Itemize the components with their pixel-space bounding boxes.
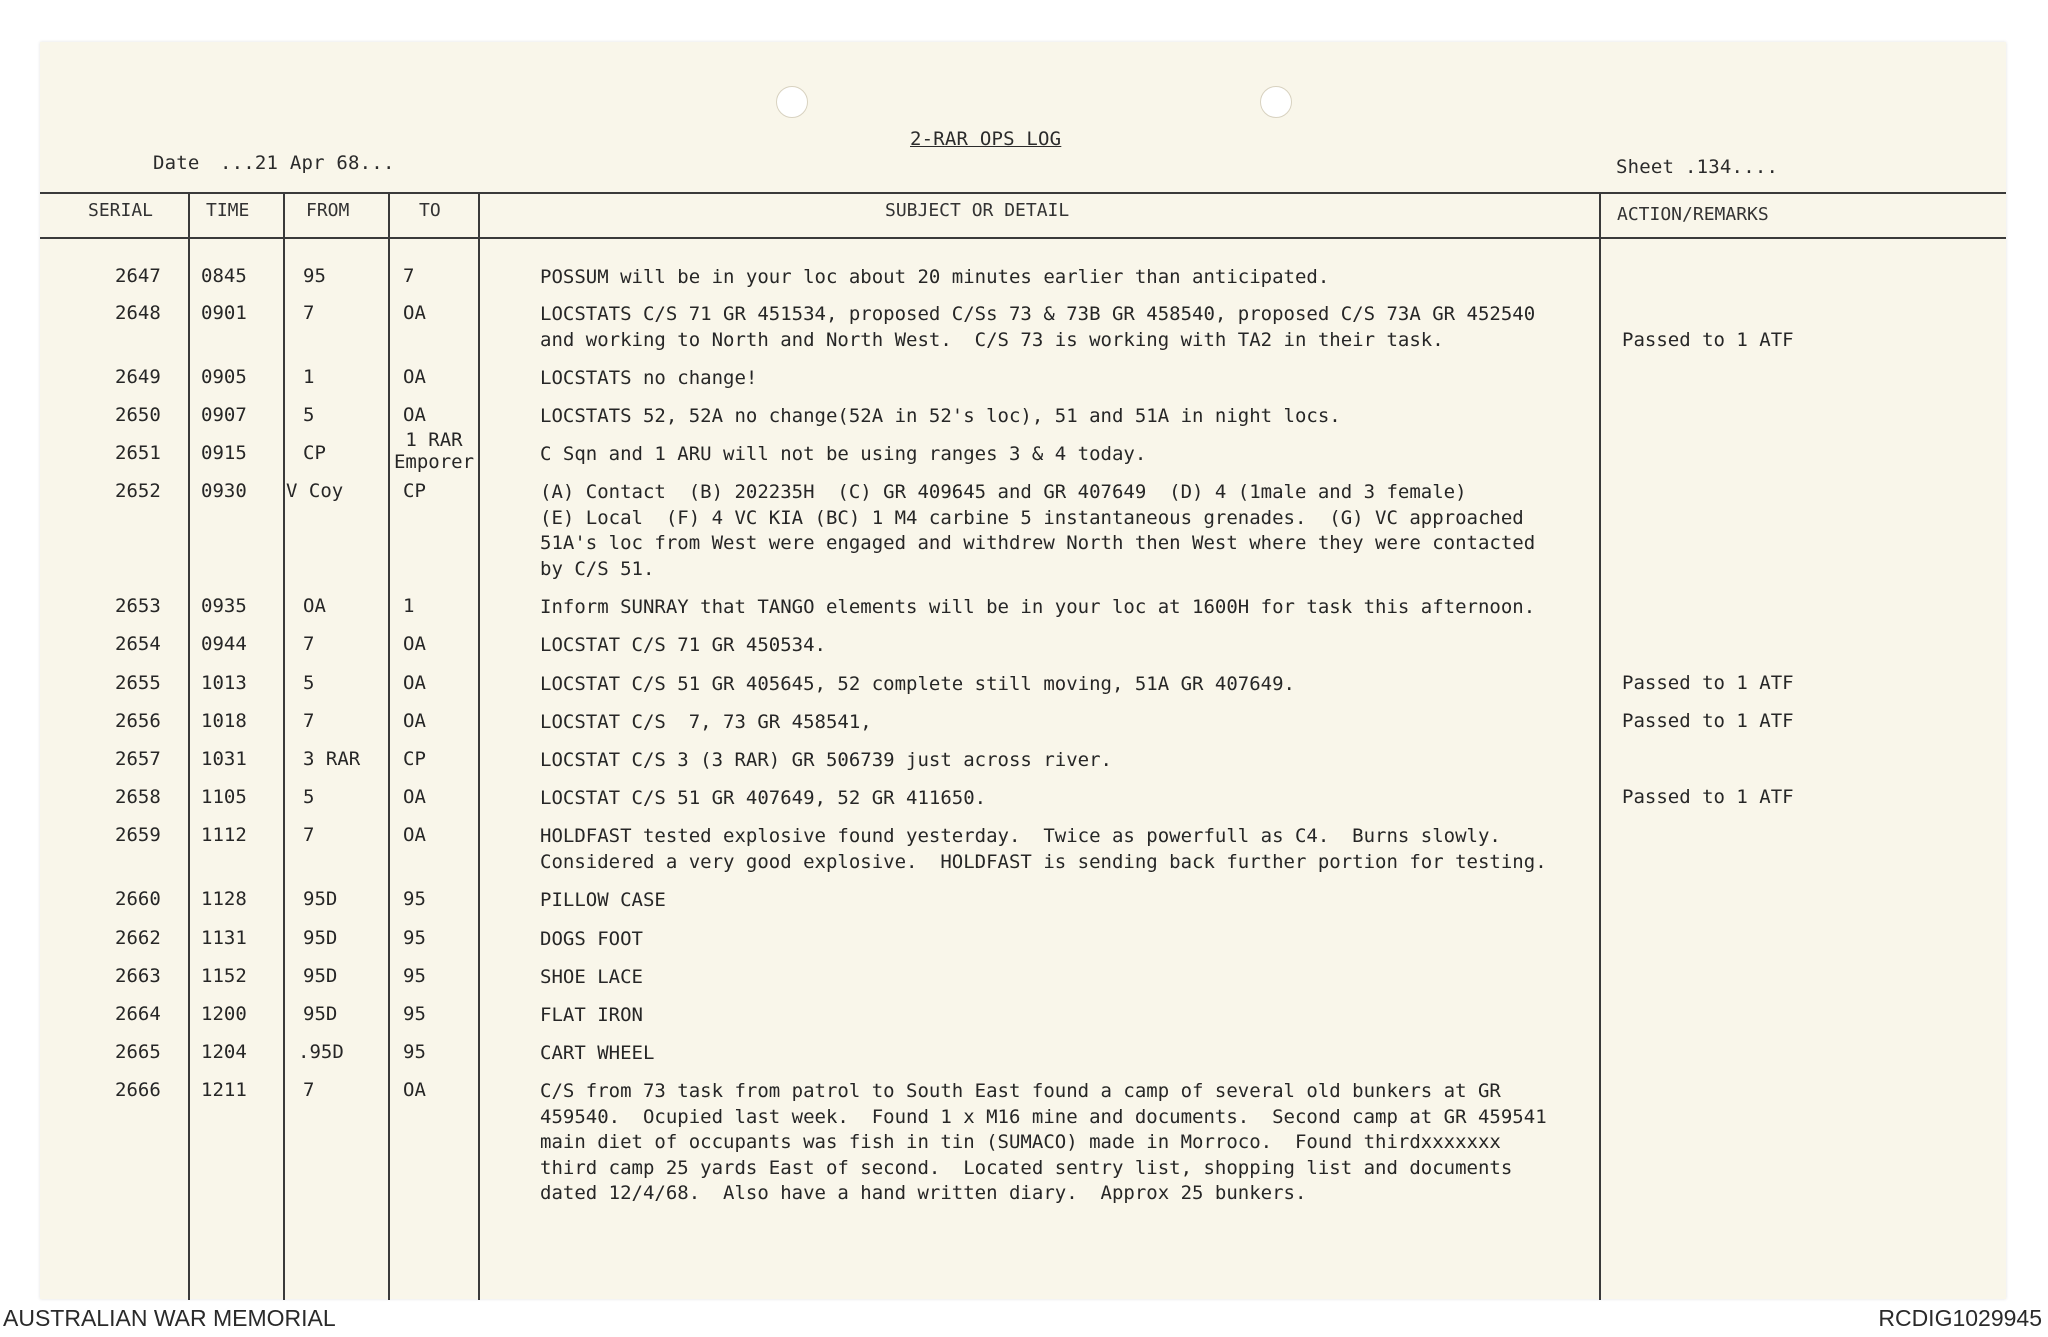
punch-hole-left: [776, 86, 808, 118]
row-serial: 2655: [115, 672, 161, 694]
row-to: 95: [403, 1003, 426, 1025]
date-value: ...21 Apr 68...: [220, 152, 395, 174]
row-detail: Inform SUNRAY that TANGO elements will be in your loc at 1600H for task this afternoon.: [540, 596, 1536, 618]
col-divider-serial: [188, 192, 190, 1300]
row-time: 0944: [201, 633, 247, 655]
row-to: CP: [403, 480, 426, 502]
row-serial: 2659: [115, 824, 161, 846]
row-from: OA: [303, 595, 326, 617]
row-serial: 2650: [115, 404, 161, 426]
row-to: OA: [403, 672, 426, 694]
row-to: OA: [403, 1079, 426, 1101]
row-time: 1031: [201, 748, 247, 770]
row-from: 95D: [303, 1003, 338, 1025]
row-from: 7: [303, 824, 315, 846]
row-time: 0905: [201, 366, 247, 388]
row-time: 0915: [201, 442, 247, 464]
row-time: 1131: [201, 927, 247, 949]
row-from: 1: [303, 366, 315, 388]
row-detail: LOCSTAT C/S 51 GR 407649, 52 GR 411650.: [540, 787, 987, 809]
row-serial: 2663: [115, 965, 161, 987]
row-to: 7: [403, 265, 415, 287]
col-head-detail: SUBJECT OR DETAIL: [885, 200, 1070, 221]
col-head-from: FROM: [306, 200, 350, 221]
row-detail: C/S from 73 task from patrol to South East found a camp of several old bunkers at GR 459540. Ocupied last week. Found 1 x M16 mine and documents. Second camp at GR 459541 main diet of occupants was fish in tin (SUMACO) made in Morroco. Found thirdxxxxxxx third camp 25 yards East of second. Located sentry list, shopping list and documents dated 12/4/68. Also have a hand written diary. Approx 25 bunkers.: [540, 1080, 1547, 1204]
row-detail: HOLDFAST tested explosive found yesterday. Twice as powerfull as C4. Burns slowly. Considered a very good explosive. HOLDFAST is sending back further portion for testing.: [540, 825, 1547, 873]
col-head-remarks: ACTION/REMARKS: [1617, 204, 1769, 225]
row-serial: 2656: [115, 710, 161, 732]
punch-hole-right: [1260, 86, 1292, 118]
row-serial: 2653: [115, 595, 161, 617]
row-detail: LOCSTATS C/S 71 GR 451534, proposed C/Ss 73 & 73B GR 458540, proposed C/S 73A GR 452540 and working to North and North West. C/S 73 is working with TA2 in their task.: [540, 303, 1536, 351]
row-detail: POSSUM will be in your loc about 20 minutes earlier than anticipated.: [540, 266, 1330, 288]
row-from: 7: [303, 710, 315, 732]
row-from: 7: [303, 1079, 315, 1101]
row-remarks: Passed to 1 ATF: [1622, 329, 1794, 351]
row-to: OA: [403, 302, 426, 324]
row-time: 1128: [201, 888, 247, 910]
archive-credit: AUSTRALIAN WAR MEMORIAL: [3, 1305, 336, 1331]
row-remarks: Passed to 1 ATF: [1622, 710, 1794, 732]
row-detail: LOCSTATS no change!: [540, 367, 758, 389]
table-top-rule: [40, 192, 2006, 194]
document-page: [40, 42, 2006, 1299]
col-head-to: TO: [419, 200, 441, 221]
col-divider-to: [478, 192, 480, 1300]
row-detail: LOCSTAT C/S 71 GR 450534.: [540, 634, 826, 656]
row-detail: LOCSTATS 52, 52A no change(52A in 52's loc), 51 and 51A in night locs.: [540, 405, 1341, 427]
row-serial: 2648: [115, 302, 161, 324]
row-from: 95D: [303, 965, 338, 987]
row-serial: 2662: [115, 927, 161, 949]
row-from: 7: [303, 633, 315, 655]
row-from: V Coy: [286, 480, 344, 502]
row-to: 95: [403, 927, 426, 949]
row-from: 7: [303, 302, 315, 324]
row-detail: PILLOW CASE: [540, 889, 666, 911]
row-detail: LOCSTAT C/S 7, 73 GR 458541,: [540, 711, 872, 733]
row-from: 5: [303, 786, 315, 808]
row-remarks: Passed to 1 ATF: [1622, 672, 1794, 694]
row-time: 0845: [201, 265, 247, 287]
row-serial: 2665: [115, 1041, 161, 1063]
col-divider-time: [283, 192, 285, 1300]
row-serial: 2647: [115, 265, 161, 287]
row-to: OA: [403, 786, 426, 808]
col-head-time: TIME: [206, 200, 250, 221]
col-head-serial: SERIAL: [88, 200, 154, 221]
row-from: CP: [303, 442, 326, 464]
row-time: 0935: [201, 595, 247, 617]
row-to: 1 RAR Emporer: [393, 429, 475, 473]
row-detail: LOCSTAT C/S 51 GR 405645, 52 complete still moving, 51A GR 407649.: [540, 673, 1295, 695]
row-time: 1204: [201, 1041, 247, 1063]
row-from: 5: [303, 404, 315, 426]
row-time: 1013: [201, 672, 247, 694]
row-detail: SHOE LACE: [540, 966, 643, 988]
row-detail: LOCSTAT C/S 3 (3 RAR) GR 506739 just across river.: [540, 749, 1112, 771]
row-detail: C Sqn and 1 ARU will not be using ranges 3 & 4 today.: [540, 443, 1147, 465]
row-to: OA: [403, 633, 426, 655]
row-to: OA: [403, 366, 426, 388]
row-to: OA: [403, 710, 426, 732]
row-from: 95: [303, 265, 326, 287]
col-divider-detail: [1599, 192, 1601, 1300]
sheet-label: Sheet: [1616, 156, 1675, 178]
archive-id: RCDIG1029945: [1878, 1305, 2042, 1331]
row-detail: DOGS FOOT: [540, 928, 643, 950]
row-serial: 2664: [115, 1003, 161, 1025]
row-to: 95: [403, 1041, 426, 1063]
date-label: Date: [153, 152, 200, 174]
row-serial: 2657: [115, 748, 161, 770]
row-serial: 2651: [115, 442, 161, 464]
row-time: 1018: [201, 710, 247, 732]
row-to: 95: [403, 965, 426, 987]
row-remarks: Passed to 1 ATF: [1622, 786, 1794, 808]
row-to: 1: [403, 595, 415, 617]
sheet-value: .134....: [1685, 156, 1779, 178]
row-detail: FLAT IRON: [540, 1004, 643, 1026]
header-bottom-rule: [40, 237, 2006, 239]
row-time: 1200: [201, 1003, 247, 1025]
row-serial: 2658: [115, 786, 161, 808]
row-serial: 2649: [115, 366, 161, 388]
log-title: 2-RAR OPS LOG: [910, 128, 1062, 150]
row-time: 1152: [201, 965, 247, 987]
row-serial: 2652: [115, 480, 161, 502]
row-to: OA: [403, 404, 426, 426]
row-from: 95D: [303, 927, 338, 949]
row-time: 0930: [201, 480, 247, 502]
row-to: 95: [403, 888, 426, 910]
row-from: .95D: [298, 1041, 344, 1063]
row-to: CP: [403, 748, 426, 770]
row-to: OA: [403, 824, 426, 846]
row-time: 1112: [201, 824, 247, 846]
row-time: 0901: [201, 302, 247, 324]
row-serial: 2666: [115, 1079, 161, 1101]
row-from: 3 RAR: [303, 748, 361, 770]
row-detail: CART WHEEL: [540, 1042, 655, 1064]
col-divider-from: [388, 192, 390, 1300]
row-time: 1105: [201, 786, 247, 808]
row-from: 5: [303, 672, 315, 694]
row-time: 0907: [201, 404, 247, 426]
row-detail: (A) Contact (B) 202235H (C) GR 409645 and GR 407649 (D) 4 (1male and 3 female) (E) Local (F) 4 VC KIA (BC) 1 M4 carbine 5 instantaneous grenades. (G) VC approached 51A's loc from West were engaged and withdrew North then West where they were contacted by C/S 51.: [540, 481, 1536, 580]
row-time: 1211: [201, 1079, 247, 1101]
row-serial: 2660: [115, 888, 161, 910]
row-from: 95D: [303, 888, 338, 910]
row-serial: 2654: [115, 633, 161, 655]
